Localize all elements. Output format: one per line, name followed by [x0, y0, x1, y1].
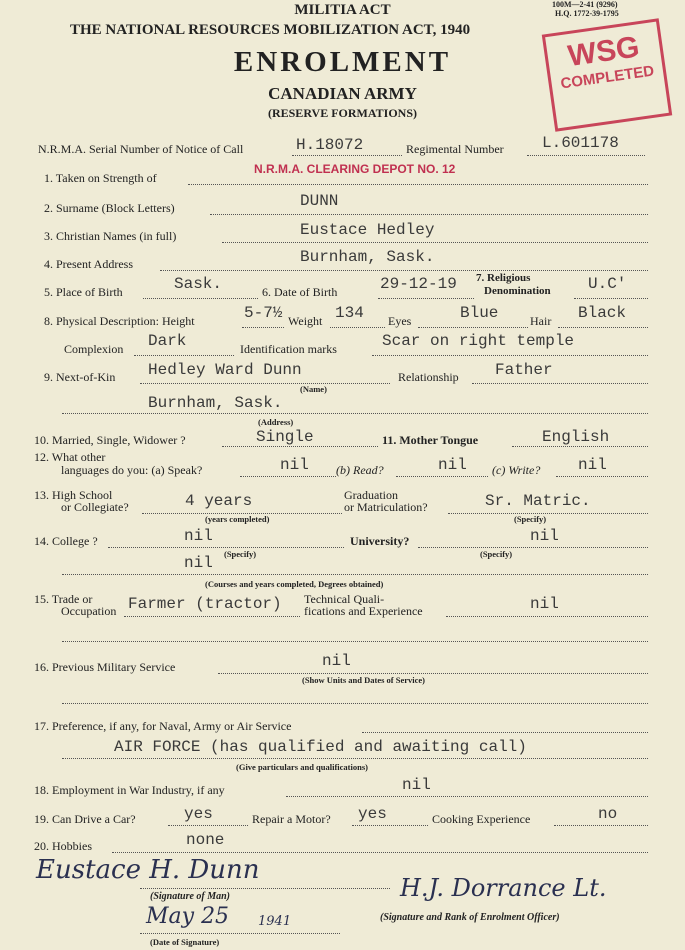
completed-stamp: [542, 18, 672, 131]
field-5-label: 5. Place of Birth: [44, 285, 123, 299]
christian-names-value: Eustace Hedley: [300, 221, 435, 239]
repair-label: Repair a Motor?: [252, 812, 331, 826]
subtitle-reserve: (RESERVE FORMATIONS): [267, 106, 418, 120]
weight-value: 134: [335, 304, 364, 322]
technical-value: nil: [530, 595, 559, 613]
field-10-label: 10. Married, Single, Widower ?: [34, 433, 186, 447]
man-signature-caption: (Signature of Man): [150, 891, 231, 902]
field-3-label: 3. Christian Names (in full): [44, 229, 177, 243]
surname-value: DUNN: [300, 192, 339, 210]
cooking-value: no: [598, 805, 618, 823]
field-4-label: 4. Present Address: [44, 257, 133, 271]
field-17-label: 17. Preference, if any, for Naval, Army or Air Service: [34, 719, 292, 733]
clearing-depot-stamp: N.R.M.A. CLEARING DEPOT NO. 12: [254, 162, 456, 176]
graduation-label-2: or Matriculation?: [344, 500, 428, 514]
next-of-kin-value: Hedley Ward Dunn: [148, 361, 302, 379]
birthplace-value: Sask.: [174, 275, 223, 293]
height-value: 5-7½: [244, 304, 283, 322]
field-16-label: 16. Previous Military Service: [34, 660, 176, 674]
complexion-label: Complexion: [64, 342, 124, 356]
field-11-label: 11. Mother Tongue: [382, 433, 479, 447]
service-preference-value: AIR FORCE (has qualified and awaiting call): [114, 738, 527, 756]
write-label: (c) Write?: [492, 463, 541, 477]
repair-motor-value: yes: [358, 805, 387, 823]
subtitle: CANADIAN ARMY: [268, 84, 417, 103]
hq-number: H.Q. 1772-39-1795: [555, 9, 619, 18]
years-caption: (years completed): [205, 514, 270, 524]
birthdate-value: 29-12-19: [380, 275, 457, 293]
university-value: nil: [530, 527, 559, 545]
religion-value: U.C': [588, 275, 627, 293]
field-7-label-2: Denomination: [484, 285, 551, 297]
marital-status-value: Single: [256, 428, 314, 446]
field-9-label: 9. Next-of-Kin: [44, 370, 116, 384]
cooking-label: Cooking Experience: [432, 812, 531, 826]
field-6-label: 6. Date of Birth: [262, 285, 338, 299]
field-1-label: 1. Taken on Strength of: [44, 171, 157, 185]
graduation-value: Sr. Matric.: [485, 492, 591, 510]
stamp-text: WSG: [565, 30, 642, 74]
address-value: Burnham, Sask.: [300, 248, 435, 266]
field-2-label: 2. Surname (Block Letters): [44, 201, 175, 215]
mother-tongue-value: English: [542, 428, 610, 446]
graduation-label: Graduation: [344, 488, 398, 502]
serial-label: N.R.M.A. Serial Number of Notice of Call: [38, 142, 244, 156]
field-13-label-2: or Collegiate?: [61, 500, 129, 514]
field-18-label: 18. Employment in War Industry, if any: [34, 783, 225, 797]
field-8-label: 8. Physical Description: Height: [44, 314, 195, 328]
field-13-label: 13. High School: [34, 488, 113, 502]
military-caption: (Show Units and Dates of Service): [302, 675, 426, 685]
war-industry-value: nil: [402, 776, 431, 794]
hair-label: Hair: [530, 314, 552, 328]
marks-label: Identification marks: [240, 342, 337, 356]
occupation-value: Farmer (tractor): [128, 595, 282, 613]
write-value: nil: [578, 456, 607, 474]
field-14-label: 14. College ?: [34, 534, 98, 548]
regimental-value: L.601178: [542, 134, 619, 152]
regimental-label: Regimental Number: [406, 142, 504, 156]
weight-label: Weight: [288, 314, 323, 328]
page-title: ENROLMENT: [233, 46, 452, 78]
technical-label: Technical Quali-: [304, 592, 385, 606]
kin-address-value: Burnham, Sask.: [148, 394, 283, 412]
field-15-label: 15. Trade or: [34, 592, 93, 606]
name-caption: (Name): [300, 384, 327, 394]
university-label: University?: [350, 534, 410, 548]
man-signature: Eustace H. Dunn: [36, 855, 260, 885]
address-caption: (Address): [258, 417, 294, 427]
date-caption: (Date of Signature): [150, 937, 220, 947]
college-value: nil: [184, 527, 213, 545]
specify-caption-2: (Specify): [224, 549, 257, 559]
field-19-label: 19. Can Drive a Car?: [34, 812, 136, 826]
officer-signature-caption: (Signature and Rank of Enrolment Officer): [380, 912, 560, 923]
form-code: 100M—2-41 (9296): [552, 0, 618, 9]
act-subtitle: THE NATIONAL RESOURCES MOBILIZATION ACT, 1940: [70, 22, 471, 38]
eyes-label: Eyes: [388, 314, 412, 328]
hair-value: Black: [578, 304, 627, 322]
technical-label-2: fications and Experience: [304, 604, 423, 618]
field-12-label: 12. What other: [34, 450, 106, 464]
hobbies-value: none: [186, 831, 225, 849]
specify-caption-3: (Specify): [480, 549, 513, 559]
field-20-label: 20. Hobbies: [34, 839, 92, 853]
high-school-value: 4 years: [185, 492, 253, 510]
complexion-value: Dark: [148, 332, 187, 350]
read-value: nil: [438, 456, 467, 474]
courses-value: nil: [184, 554, 213, 572]
serial-value: H.18072: [296, 136, 364, 154]
eyes-value: Blue: [460, 304, 499, 322]
field-7-label: 7. Religious: [476, 272, 531, 284]
field-12-label-2: languages do you: (a) Speak?: [61, 463, 203, 477]
speak-value: nil: [280, 456, 309, 474]
relationship-value: Father: [495, 361, 553, 379]
specify-caption-1: (Specify): [514, 514, 547, 524]
marks-value: Scar on right temple: [382, 332, 575, 350]
date-year: 1941: [258, 914, 292, 929]
field-15-label-2: Occupation: [61, 604, 117, 618]
act-title: MILITIA ACT: [294, 2, 391, 18]
relationship-label: Relationship: [398, 370, 459, 384]
stamp-text-completed: COMPLETED: [559, 62, 656, 93]
read-label: (b) Read?: [336, 463, 384, 477]
date-signed: May 25: [146, 904, 230, 929]
courses-caption: (Courses and years completed, Degrees obtained): [205, 579, 384, 589]
military-service-value: nil: [322, 652, 351, 670]
preference-caption: (Give particulars and qualifications): [236, 762, 368, 772]
officer-signature: H.J. Dorrance Lt.: [400, 874, 607, 902]
drive-car-value: yes: [184, 805, 213, 823]
